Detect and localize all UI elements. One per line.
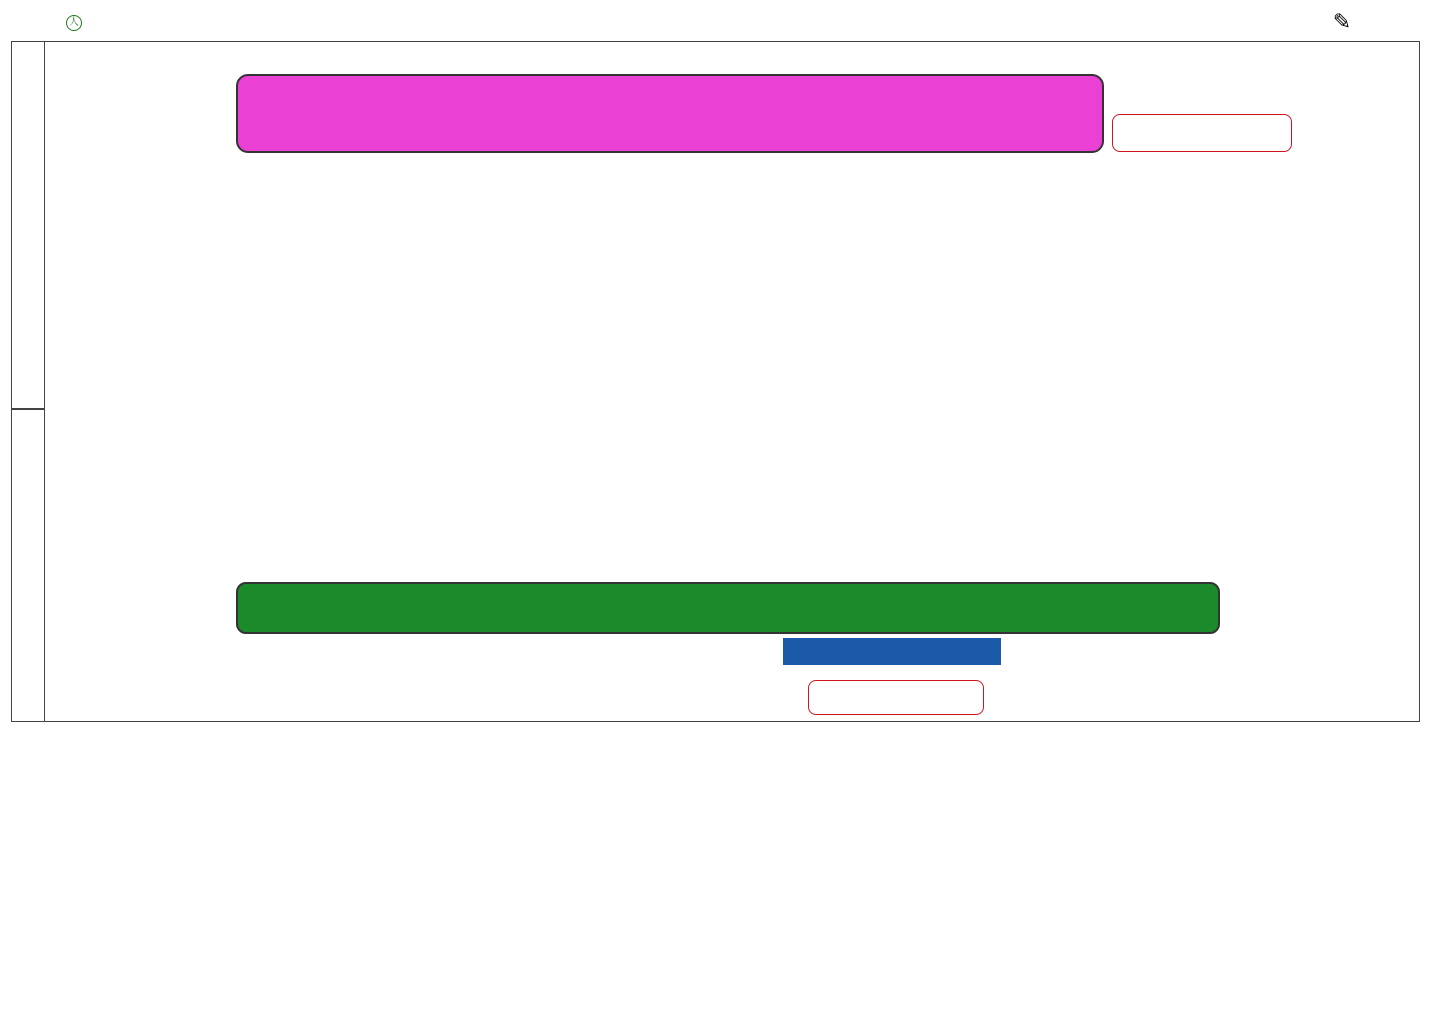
regular-banner: [236, 582, 1220, 634]
exam-analysis-box: [783, 638, 1001, 665]
school-logo: [66, 12, 186, 34]
desk-illustration-icon: ✎: [1332, 10, 1352, 35]
spring-banner: [236, 74, 1104, 153]
month-column-4: [11, 409, 45, 722]
detail-bubble-1: [1112, 114, 1292, 152]
month-column-3: [11, 41, 45, 409]
detail-bubble-2: [808, 680, 984, 715]
logo-mark-icon: 人: [66, 15, 82, 31]
